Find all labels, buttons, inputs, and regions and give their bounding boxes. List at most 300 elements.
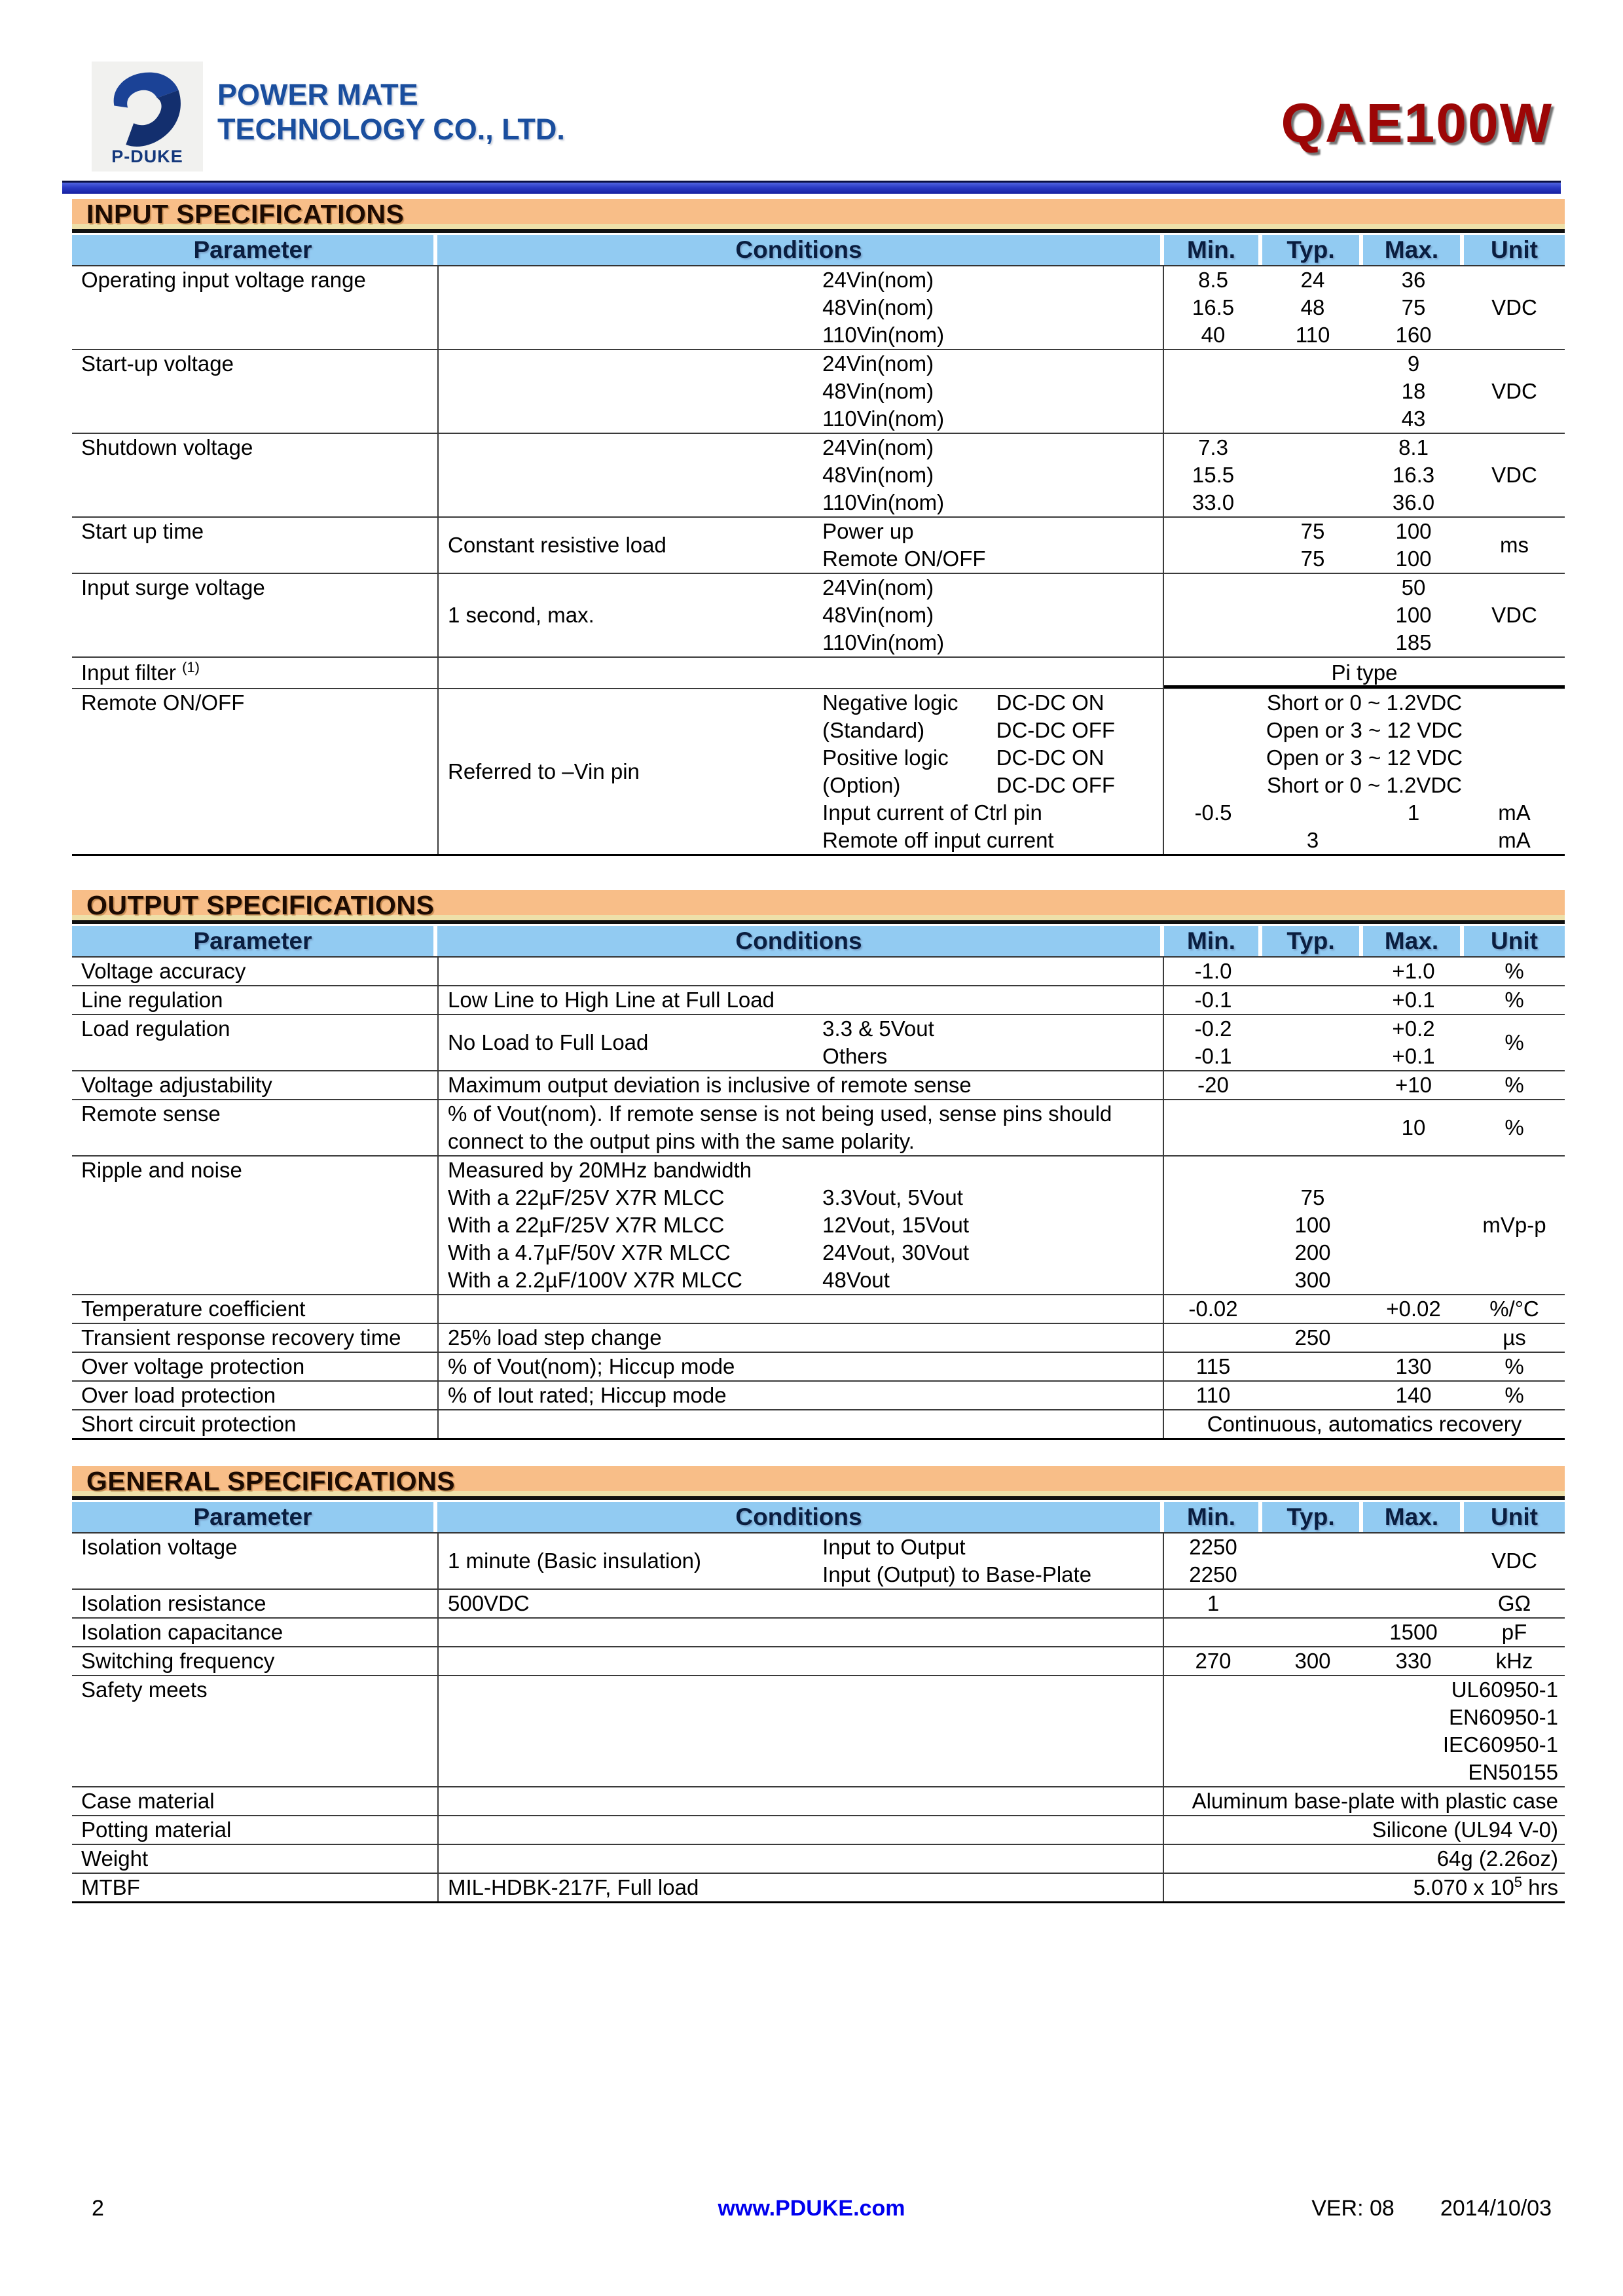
cell-unit: µs bbox=[1503, 1325, 1526, 1350]
value-line: Short or 0 ~ 1.2VDC bbox=[1266, 691, 1463, 715]
cell-max bbox=[1363, 1015, 1464, 1070]
condition-line: 110Vin(nom) bbox=[822, 630, 945, 655]
cell-max: 10 bbox=[1401, 1115, 1426, 1139]
cell-parameter: Transient response recovery time bbox=[81, 1325, 401, 1350]
cell-conditions bbox=[437, 350, 1164, 433]
cell-unit: % bbox=[1504, 1115, 1524, 1139]
cell-unit: % bbox=[1504, 1383, 1524, 1407]
cell-unit: kHz bbox=[1495, 1649, 1533, 1673]
column-header-min: Min. bbox=[1164, 926, 1258, 956]
cell-unit: mA bbox=[1498, 800, 1531, 825]
mtbf-value-suffix: hrs bbox=[1522, 1875, 1558, 1899]
condition-line: Input (Output) to Base-Plate bbox=[822, 1562, 1092, 1587]
column-header-unit: Unit bbox=[1464, 235, 1565, 265]
cell-max: +0.02 bbox=[1386, 1297, 1441, 1321]
condition-line: Power up bbox=[822, 519, 914, 543]
value-line: 300 bbox=[1294, 1268, 1331, 1292]
page-number: 2 bbox=[92, 2196, 104, 2221]
table-row-load-regulation bbox=[72, 1014, 1565, 1070]
cell-conditions bbox=[437, 1157, 1164, 1294]
value-line: 200 bbox=[1294, 1240, 1331, 1265]
value-grid-line bbox=[1164, 799, 1565, 827]
value-line: 15.5 bbox=[1192, 463, 1235, 487]
cell-max bbox=[1363, 350, 1464, 433]
column-header-parameter: Parameter bbox=[72, 926, 433, 956]
empty-cell bbox=[1262, 574, 1363, 656]
column-header-unit: Unit bbox=[1464, 1502, 1565, 1532]
table-row-shutdown-voltage bbox=[72, 433, 1565, 516]
cell-unit: % bbox=[1504, 1030, 1524, 1054]
condition-line: % of Iout rated; Hiccup mode bbox=[448, 1383, 727, 1407]
cell-conditions bbox=[437, 986, 1164, 1014]
condition-line bbox=[439, 1239, 1163, 1266]
empty-cell bbox=[1164, 350, 1262, 433]
mtbf-value-base: 5.070 x 10 bbox=[1413, 1875, 1514, 1899]
cell-max bbox=[1363, 434, 1464, 516]
value-grid-line bbox=[1164, 827, 1565, 854]
section-input-specifications bbox=[72, 199, 1565, 856]
cell-conditions bbox=[437, 1015, 1164, 1070]
empty-cell bbox=[1363, 827, 1464, 854]
value-line: 100 bbox=[1395, 519, 1432, 543]
section-general-specifications bbox=[72, 1466, 1565, 1903]
section-title: INPUT SPECIFICATIONS bbox=[72, 199, 1565, 233]
condition-sub-text: 24Vout, 30Vout bbox=[822, 1240, 970, 1265]
cell-conditions bbox=[437, 658, 1164, 688]
website-link[interactable]: www.PDUKE.com bbox=[718, 2196, 905, 2221]
table-row-startup-voltage bbox=[72, 349, 1565, 433]
cell-parameter: Temperature coefficient bbox=[81, 1297, 306, 1321]
section-title: OUTPUT SPECIFICATIONS bbox=[72, 890, 1565, 924]
condition-line bbox=[439, 1211, 1163, 1239]
table-row-input-surge-voltage bbox=[72, 573, 1565, 656]
cell-spanning-value bbox=[1164, 1845, 1565, 1873]
cell-typ bbox=[1262, 518, 1363, 573]
cell-min bbox=[1164, 266, 1262, 349]
value-line: 100 bbox=[1294, 1213, 1331, 1237]
version-label: VER: 08 bbox=[1311, 2196, 1395, 2221]
empty-cell bbox=[1262, 1100, 1363, 1155]
value-line: Continuous, automatics recovery bbox=[1207, 1412, 1522, 1436]
cell-conditions bbox=[437, 1382, 1164, 1409]
footnote-marker: (1) bbox=[182, 659, 200, 675]
condition-line: 500VDC bbox=[448, 1591, 530, 1615]
cell-spanning-value bbox=[1164, 1676, 1565, 1786]
cell-conditions bbox=[437, 1676, 1164, 1786]
value-line: Silicone (UL94 V-0) bbox=[1372, 1818, 1558, 1842]
empty-cell bbox=[1164, 518, 1262, 573]
parameter-text: Input filter bbox=[81, 660, 183, 685]
cell-min: 270 bbox=[1195, 1649, 1231, 1673]
cell-parameter: Start up time bbox=[81, 519, 204, 543]
empty-cell bbox=[1262, 350, 1363, 433]
cell-conditions bbox=[437, 1324, 1164, 1352]
value-line: 75 bbox=[1300, 1185, 1325, 1210]
cell-conditions bbox=[437, 574, 1164, 656]
cell-parameter: Safety meets bbox=[81, 1677, 208, 1702]
condition-line: 48Vin(nom) bbox=[822, 463, 934, 487]
header-divider bbox=[62, 181, 1561, 194]
cell-conditions bbox=[437, 1874, 1164, 1901]
section-output-specifications bbox=[72, 890, 1565, 1440]
cell-unit: mA bbox=[1498, 828, 1531, 852]
condition-line: 3.3 & 5Vout bbox=[822, 1016, 934, 1041]
cell-unit: VDC bbox=[1491, 603, 1537, 627]
condition-line: MIL-HDBK-217F, Full load bbox=[448, 1875, 699, 1899]
column-header-typ: Typ. bbox=[1262, 235, 1359, 265]
logic-name: (Standard) bbox=[822, 718, 925, 742]
table-row-isolation-voltage bbox=[72, 1534, 1565, 1588]
value-line: 9 bbox=[1407, 351, 1420, 376]
table-header-row bbox=[72, 1502, 1565, 1534]
value-line: 43 bbox=[1401, 406, 1426, 431]
cell-conditions bbox=[437, 689, 1164, 854]
condition-line: Remote ON/OFF bbox=[822, 547, 986, 571]
condition-line: Remote off input current bbox=[822, 828, 1054, 852]
cell-max bbox=[1363, 518, 1464, 573]
condition-line: Input current of Ctrl pin bbox=[822, 800, 1042, 825]
cell-spanning-value bbox=[1164, 658, 1565, 688]
condition-line: 110Vin(nom) bbox=[822, 490, 945, 514]
condition-line: 110Vin(nom) bbox=[822, 406, 945, 431]
condition-left-label: 1 second, max. bbox=[448, 603, 594, 627]
value-line: Pi type bbox=[1331, 660, 1398, 685]
cell-min: -0.5 bbox=[1194, 800, 1232, 825]
cell-spanning-value bbox=[1164, 1816, 1565, 1844]
pduke-swoosh-icon bbox=[98, 67, 196, 147]
condition-line bbox=[439, 744, 1163, 772]
cell-parameter: Weight bbox=[81, 1846, 149, 1871]
cell-unit: VDC bbox=[1491, 1549, 1537, 1573]
value-line: +0.1 bbox=[1392, 1044, 1435, 1068]
empty-cell bbox=[1262, 1619, 1363, 1646]
table-row-mtbf bbox=[72, 1873, 1565, 1901]
table-row-remote-onoff bbox=[72, 688, 1565, 854]
condition-sub-text: 48Vout bbox=[822, 1268, 890, 1292]
column-header-max: Max. bbox=[1363, 926, 1460, 956]
page-footer bbox=[0, 2196, 1623, 2229]
column-header-typ: Typ. bbox=[1262, 1502, 1359, 1532]
cell-typ bbox=[1262, 266, 1363, 349]
cell-conditions bbox=[437, 958, 1164, 985]
cell-max: 140 bbox=[1395, 1383, 1432, 1407]
cell-max bbox=[1363, 266, 1464, 349]
condition-line: % of Vout(nom); Hiccup mode bbox=[448, 1354, 735, 1378]
cell-conditions bbox=[437, 1071, 1164, 1099]
condition-text: Measured by 20MHz bandwidth bbox=[448, 1158, 752, 1182]
table-row-isolation-resistance bbox=[72, 1588, 1565, 1617]
condition-text: With a 2.2µF/100V X7R MLCC bbox=[448, 1268, 743, 1292]
condition-left-label: Referred to –Vin pin bbox=[448, 759, 640, 783]
condition-line bbox=[439, 689, 1163, 717]
cell-unit: % bbox=[1504, 1354, 1524, 1378]
condition-line: 48Vin(nom) bbox=[822, 379, 934, 403]
value-line: 16.5 bbox=[1192, 295, 1235, 319]
empty-cell bbox=[1262, 1590, 1363, 1617]
company-name-line1: POWER MATE bbox=[217, 78, 418, 111]
empty-cell bbox=[1164, 1619, 1262, 1646]
cell-parameter: Potting material bbox=[81, 1818, 232, 1842]
value-line: Short or 0 ~ 1.2VDC bbox=[1266, 773, 1463, 797]
empty-cell bbox=[1164, 1324, 1262, 1352]
cell-parameter: Isolation capacitance bbox=[81, 1620, 283, 1644]
cell-typ: 300 bbox=[1294, 1649, 1331, 1673]
empty-cell bbox=[1164, 1100, 1262, 1155]
cell-unit: % bbox=[1504, 988, 1524, 1012]
cell-spanning-value bbox=[1164, 1410, 1565, 1438]
empty-line bbox=[1262, 1157, 1363, 1184]
empty-cell bbox=[1262, 986, 1363, 1014]
cell-conditions bbox=[437, 1295, 1164, 1323]
cell-max: 130 bbox=[1395, 1354, 1432, 1378]
table-row-voltage-adjustability bbox=[72, 1070, 1565, 1099]
cell-parameter: Input surge voltage bbox=[81, 575, 265, 600]
column-header-parameter: Parameter bbox=[72, 1502, 433, 1532]
cell-min bbox=[1164, 1534, 1262, 1588]
cell-max bbox=[1363, 574, 1464, 656]
value-line: 40 bbox=[1201, 323, 1226, 347]
empty-cell bbox=[1262, 1295, 1363, 1323]
condition-left-label: No Load to Full Load bbox=[448, 1030, 649, 1054]
condition-line: 48Vin(nom) bbox=[822, 295, 934, 319]
table-header-row bbox=[72, 235, 1565, 266]
cell-min: 115 bbox=[1195, 1354, 1231, 1378]
table-row-switching-frequency bbox=[72, 1646, 1565, 1675]
cell-unit: % bbox=[1504, 959, 1524, 983]
condition-text: With a 22µF/25V X7R MLCC bbox=[448, 1213, 725, 1237]
table-row-weight bbox=[72, 1844, 1565, 1873]
table-row-remote-sense bbox=[72, 1099, 1565, 1155]
value-line: 185 bbox=[1395, 630, 1432, 655]
cell-typ: 3 bbox=[1306, 828, 1319, 852]
cell-unit: VDC bbox=[1491, 295, 1537, 319]
table-row-temperature-coefficient bbox=[72, 1294, 1565, 1323]
cell-unit: VDC bbox=[1491, 379, 1537, 403]
value-line: 100 bbox=[1395, 547, 1432, 571]
cell-min: 1 bbox=[1207, 1591, 1220, 1615]
condition-line: connect to the output pins with the same polarity. bbox=[448, 1129, 915, 1153]
cell-parameter: MTBF bbox=[81, 1875, 140, 1899]
cell-parameter: Load regulation bbox=[81, 1016, 230, 1041]
cell-conditions bbox=[437, 266, 1164, 349]
value-line: 64g (2.26oz) bbox=[1436, 1846, 1558, 1871]
condition-line bbox=[439, 717, 1163, 744]
column-header-max: Max. bbox=[1363, 235, 1460, 265]
value-line: 2250 bbox=[1189, 1562, 1237, 1587]
cell-conditions bbox=[437, 1410, 1164, 1438]
cell-min bbox=[1164, 434, 1262, 516]
value-line: +0.2 bbox=[1392, 1016, 1435, 1041]
cell-min: -0.1 bbox=[1194, 988, 1232, 1012]
condition-line: Input to Output bbox=[822, 1535, 966, 1559]
empty-cell bbox=[1262, 958, 1363, 985]
table-header-row bbox=[72, 926, 1565, 958]
table-row-over-voltage-protection bbox=[72, 1352, 1565, 1380]
condition-line: 24Vin(nom) bbox=[822, 435, 934, 459]
cell-conditions bbox=[437, 1787, 1164, 1815]
cell-parameter: Ripple and noise bbox=[81, 1158, 242, 1182]
cell-unit: ms bbox=[1500, 533, 1529, 557]
empty-cell bbox=[1363, 1590, 1464, 1617]
cell-conditions bbox=[437, 1590, 1164, 1617]
condition-line: Maximum output deviation is inclusive of remote sense bbox=[448, 1073, 972, 1097]
cell-parameter: Switching frequency bbox=[81, 1649, 275, 1673]
logic-name: Positive logic bbox=[822, 745, 949, 770]
logic-state: DC-DC OFF bbox=[996, 718, 1116, 742]
cell-parameter: Voltage adjustability bbox=[81, 1073, 272, 1097]
condition-line: 48Vin(nom) bbox=[822, 603, 934, 627]
value-line: IEC60950-1 bbox=[1442, 1732, 1558, 1757]
table-row-safety-meets bbox=[72, 1675, 1565, 1786]
cell-unit: GΩ bbox=[1497, 1591, 1531, 1615]
table-row-line-regulation bbox=[72, 985, 1565, 1014]
value-line: -0.1 bbox=[1194, 1044, 1232, 1068]
condition-text: With a 22µF/25V X7R MLCC bbox=[448, 1185, 725, 1210]
table-row-input-filter bbox=[72, 656, 1565, 688]
empty-cell bbox=[1164, 574, 1262, 656]
column-header-conditions: Conditions bbox=[437, 235, 1160, 265]
condition-line: Others bbox=[822, 1044, 888, 1068]
cell-spanning-value bbox=[1164, 689, 1565, 854]
section-title: GENERAL SPECIFICATIONS bbox=[72, 1466, 1565, 1500]
column-header-min: Min. bbox=[1164, 1502, 1258, 1532]
value-line: 18 bbox=[1401, 379, 1426, 403]
cell-unit: mVp-p bbox=[1482, 1213, 1546, 1237]
cell-conditions bbox=[437, 1619, 1164, 1646]
empty-cell bbox=[1262, 1015, 1363, 1070]
table-row-operating-input-voltage bbox=[72, 266, 1565, 349]
condition-sub-text: 3.3Vout, 5Vout bbox=[822, 1185, 963, 1210]
value-line: 36 bbox=[1401, 268, 1426, 292]
table-row-voltage-accuracy bbox=[72, 958, 1565, 985]
value-line: 75 bbox=[1300, 519, 1325, 543]
cell-conditions bbox=[437, 1647, 1164, 1675]
table-body bbox=[72, 266, 1565, 856]
product-model-title: QAE100W bbox=[1281, 92, 1553, 154]
cell-unit: %/°C bbox=[1489, 1297, 1539, 1321]
cell-parameter: Case material bbox=[81, 1789, 215, 1813]
value-line: 110 bbox=[1295, 323, 1330, 347]
column-header-conditions: Conditions bbox=[437, 1502, 1160, 1532]
cell-min bbox=[1164, 1015, 1262, 1070]
column-header-max: Max. bbox=[1363, 1502, 1460, 1532]
table-body bbox=[72, 1534, 1565, 1903]
cell-spanning-value bbox=[1164, 1787, 1565, 1815]
column-header-min: Min. bbox=[1164, 235, 1258, 265]
condition-line bbox=[439, 1184, 1163, 1211]
table-row-over-load-protection bbox=[72, 1380, 1565, 1409]
condition-line: % of Vout(nom). If remote sense is not being used, sense pins should bbox=[448, 1102, 1112, 1126]
logic-state: DC-DC OFF bbox=[996, 773, 1116, 797]
cell-typ bbox=[1262, 1157, 1363, 1294]
value-line: 36.0 bbox=[1392, 490, 1435, 514]
company-name-line2: TECHNOLOGY CO., LTD. bbox=[217, 113, 565, 146]
cell-min: -0.02 bbox=[1188, 1297, 1238, 1321]
empty-cell bbox=[1262, 1071, 1363, 1099]
value-line: 100 bbox=[1395, 603, 1432, 627]
cell-conditions bbox=[437, 1816, 1164, 1844]
condition-line bbox=[439, 1157, 1163, 1184]
cell-conditions bbox=[437, 518, 1164, 573]
logic-state: DC-DC ON bbox=[996, 745, 1104, 770]
cell-typ: 250 bbox=[1294, 1325, 1331, 1350]
logic-name: Negative logic bbox=[822, 691, 958, 715]
value-line: Open or 3 ~ 12 VDC bbox=[1266, 745, 1463, 770]
cell-conditions bbox=[437, 1534, 1164, 1588]
cell-parameter: Voltage accuracy bbox=[81, 959, 246, 983]
cell-min: 110 bbox=[1195, 1383, 1231, 1407]
value-line: EN50155 bbox=[1468, 1760, 1558, 1784]
cell-conditions bbox=[437, 1845, 1164, 1873]
condition-left-label: 1 minute (Basic insulation) bbox=[448, 1549, 702, 1573]
logic-name: (Option) bbox=[822, 773, 901, 797]
empty-cell bbox=[1363, 1534, 1464, 1588]
column-header-parameter: Parameter bbox=[72, 235, 433, 265]
logo-caption: P-DUKE bbox=[111, 147, 183, 166]
cell-parameter: Over voltage protection bbox=[81, 1354, 305, 1378]
value-line: 160 bbox=[1395, 323, 1432, 347]
table-row-isolation-capacitance bbox=[72, 1617, 1565, 1646]
cell-parameter: Start-up voltage bbox=[81, 351, 234, 376]
value-line: 8.1 bbox=[1398, 435, 1429, 459]
date-label: 2014/10/03 bbox=[1440, 2196, 1552, 2221]
empty-cell bbox=[1262, 799, 1363, 827]
cell-conditions bbox=[437, 1100, 1164, 1155]
cell-min: -20 bbox=[1197, 1073, 1229, 1097]
cell-max: 1 bbox=[1407, 800, 1420, 825]
value-line: 75 bbox=[1300, 547, 1325, 571]
cell-parameter: Remote ON/OFF bbox=[81, 691, 245, 715]
empty-cell bbox=[1262, 434, 1363, 516]
value-line: 7.3 bbox=[1198, 435, 1228, 459]
column-header-unit: Unit bbox=[1464, 926, 1565, 956]
cell-unit: % bbox=[1504, 1073, 1524, 1097]
cell-max: +10 bbox=[1395, 1073, 1432, 1097]
empty-cell bbox=[1363, 1324, 1464, 1352]
empty-cell bbox=[1363, 1157, 1464, 1294]
cell-spanning-value bbox=[1164, 1874, 1565, 1901]
cell-unit: pF bbox=[1501, 1620, 1527, 1644]
table-body bbox=[72, 958, 1565, 1440]
condition-line bbox=[439, 772, 1163, 799]
footer-version-block bbox=[1311, 2196, 1552, 2221]
cell-parameter: Remote sense bbox=[81, 1102, 221, 1126]
page-header bbox=[62, 60, 1561, 177]
cell-conditions bbox=[437, 434, 1164, 516]
condition-line: 24Vin(nom) bbox=[822, 268, 934, 292]
condition-line: Low Line to High Line at Full Load bbox=[448, 988, 775, 1012]
cell-max: +0.1 bbox=[1392, 988, 1435, 1012]
value-line: 33.0 bbox=[1192, 490, 1235, 514]
cell-max: +1.0 bbox=[1392, 959, 1435, 983]
cell-parameter: Line regulation bbox=[81, 988, 223, 1012]
value-line: Open or 3 ~ 12 VDC bbox=[1266, 718, 1463, 742]
cell-max: 330 bbox=[1395, 1649, 1432, 1673]
value-line: -0.2 bbox=[1194, 1016, 1232, 1041]
value-line: UL60950-1 bbox=[1451, 1677, 1558, 1702]
empty-cell bbox=[1262, 1534, 1363, 1588]
table-row-transient-response bbox=[72, 1323, 1565, 1352]
value-line: 50 bbox=[1401, 575, 1426, 600]
value-line: 16.3 bbox=[1392, 463, 1435, 487]
logic-state: DC-DC ON bbox=[996, 691, 1104, 715]
cell-parameter: Shutdown voltage bbox=[81, 435, 253, 459]
value-line: 24 bbox=[1300, 268, 1325, 292]
value-line: 8.5 bbox=[1198, 268, 1228, 292]
mtbf-exponent: 5 bbox=[1514, 1874, 1522, 1890]
value-line: 2250 bbox=[1189, 1535, 1237, 1559]
condition-line: 24Vin(nom) bbox=[822, 351, 934, 376]
